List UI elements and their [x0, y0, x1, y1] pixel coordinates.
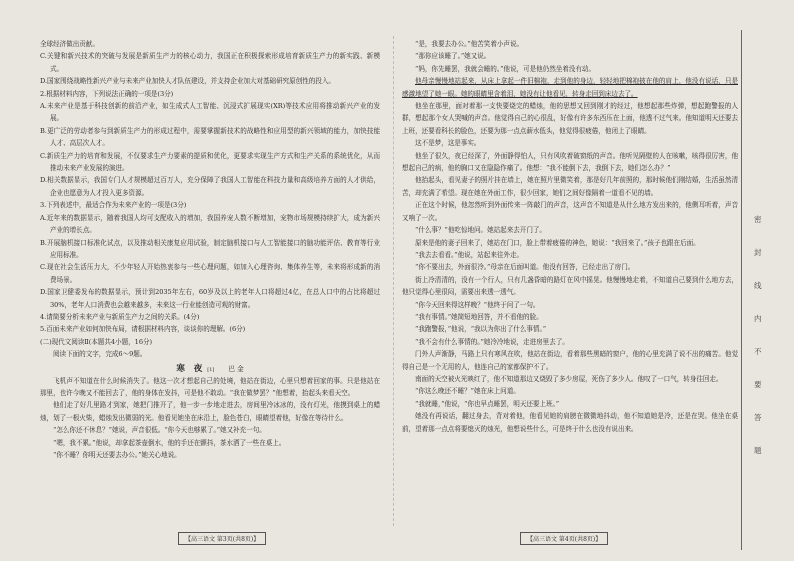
article-paragraph: 他抬起头，看见妻子的照片挂在墙上，她在照片里微笑着，那是好几年前照的，那时候他们刚结婚，生活虽然清苦，却充满了希望。现在她在外面工作，很少回家，她们之间好像隔着一道看不见的墙。 [402, 176, 738, 197]
binding-char: 线 [754, 281, 762, 290]
binding-char: 要 [754, 380, 762, 389]
article-paragraph: “你这么晚还不睡？”她在床上问道。 [415, 387, 520, 396]
article-paragraph: “是，我要去办公。”他苦笑着小声说。 [415, 40, 524, 48]
binding-char: 题 [754, 446, 762, 455]
question-line: C.现在社会生活压力大，不少年轻人开始热衷参与一些心理问题，如加入心理咨询、集体养生等，未来将形成新的消费场景。 [40, 263, 380, 284]
right-footer: 【高三语文 第4页(共8页)】 [520, 532, 608, 545]
question-line: D.国家卫健委发布的数据显示，预计到2035年左右，60岁及以上的老年人口将超过4亿，在总人口中的占比将超过30%，老年人口消费也会越来越多，未来这一行业能创造可观的财富。 [40, 288, 380, 309]
question-line: D.相关数据显示，我国专门人才规模超过百万人，充分保障了我国人工智能在科技力量和高级培养方面的人才供给，企业也愿意为人才投入更多资源。 [40, 176, 380, 197]
article-paragraph: “我跑警报，”他说，“我以为你出了什么事情。” [415, 325, 547, 334]
article-paragraph: 正在这个时候，他忽然听到外面传来一阵敲门的声音，这声音不知道是从什么地方发出来的，他侧耳听着，声音又响了一次。 [402, 201, 738, 222]
article-paragraph: “我就睡，”他说，“你也早点睡罢，明天还要上班。” [415, 399, 560, 408]
question-line: 3.下列表述中，最适合作为未来产业的一项是(3分) [40, 201, 187, 210]
question-line: 4.请简要分析未来产业与新质生产力之间的关系。(4分) [40, 312, 200, 321]
question-line: C.新质生产力的培育和发展，不仅要求生产力要素的提质和优化，更要求实现生产方式和生产关系的系统优化，从而推动未来产业发展的演进。 [40, 151, 380, 173]
question-line: 阅读下面的文字，完成6～9题。 [53, 350, 147, 359]
article-paragraph: “怎么你还不休息？”她说，声音很低。“你今天也够累了。”她又补充一句。 [53, 426, 266, 435]
article-paragraph: “妈，你先睡罢，我就会睡的。”他说，可是他仍然坐着没有动。 [415, 64, 596, 73]
article-paragraph: 南面的天空被火光映红了，他不知道那边又烧毁了多少房屋，死伤了多少人。他叹了一口气，转身往回走。 [415, 374, 723, 383]
article-paragraph: 原来是他的妻子回来了，她站在门口，脸上带着疲倦的神色，她说：“我回来了。”孩子也跟在后面。 [415, 238, 700, 247]
left-footer: 【高三语文 第3页(共8页)】 [178, 532, 266, 545]
question-line: B.更广泛的劳动者参与到新质生产力的形成过程中，需要掌握新技术的战略性和应用型的新兴领域的能力，加快技能人才、高层次人才。 [40, 126, 380, 148]
question-line: A.未来产业是基于科技创新的前沿产业，如生成式人工智能、沉浸式扩展现实(XR)等技术应用将推动新兴产业的发展。 [40, 102, 380, 123]
question-line: (二)现代文阅读Ⅱ(本题共4小题，16分) [40, 337, 153, 346]
question-line: B.开展脑机接口标准化试点，以及推动相关康复应用试验，制定脑机接口与人工智能接口的脑功能评估、教育等行业应用标准。 [40, 238, 380, 259]
article-paragraph: 她没有再说话，翻过身去，背对着他，他看见她的肩膀在微微地抖动，他不知道她是冷，还是在哭。他坐在桌前，望着那一点点将要熄灭的烛光，他想说些什么，可是终于什么也没有说出来。 [402, 412, 738, 433]
question-line: A.近年来的数据显示，随着我国人均可支配收入的增加，我国养宠人数不断增加，宠物市场规模持续扩大，成为新兴产业的增长点。 [40, 213, 380, 235]
right-page [402, 38, 738, 518]
article-paragraph: “什么事？”他吃惊地问。她站起来去开门了。 [415, 226, 546, 235]
page-divider [393, 36, 394, 526]
article-paragraph: 他们走了好几里路才到家，她把门推开了，他一步一步地走进去，房间里冷冰冰的，没有灯光，他摸到桌上的蜡烛，划了一根火柴，蜡烛发出微弱的光。他看见她坐在床沿上，脸色苍白，眼睛望着他，好像在等待什么。 [40, 401, 380, 422]
article-paragraph: “你不要出去，外面很冷。”母亲在后面叫道。他没有回答，已经走出了房门。 [415, 263, 635, 272]
left-article-body [40, 375, 380, 462]
article-paragraph: “你不睡？你明天还要去办公。”她关心地说。 [53, 451, 181, 459]
right-article-body [402, 38, 738, 435]
binding-char: 封 [754, 248, 762, 257]
article-paragraph: “你今天回来得这样晚？”他终于问了一句。 [415, 300, 540, 309]
binding-line [741, 30, 742, 550]
question-line: C.关键和新兴技术的突破与发展是新质生产力的核心动力，我国正在积极探索形成培育新质生产力的新实践、新模式。 [40, 52, 380, 73]
article-paragraph: “我去去看看。”他说，站起来往外走。 [415, 250, 524, 259]
article-paragraph: 他坐在那里，面对着那一支快要烧完的蜡烛，他的思想又回到刚才的经过，他想起那些炸弹，想起跑警报的人群，想起那个女人哭喊的声音。他觉得自己的心很乱，好像有许多东西压在上面，他透不过气来。他知道明天还要去上班，还要看科长的脸色，还要为那一点点薪水低头，他觉得很疲倦，他闭上了眼睛。 [402, 102, 738, 135]
question-line: 5.百面未来产业如何加快布局，请根据材料内容，谈谈你的理解。(6分) [40, 325, 246, 334]
article-title: 寒 夜 [176, 363, 206, 374]
binding-char: 答 [754, 413, 762, 422]
question-line: D.国家围绕战略性新兴产业与未来产业加快人才队伍建设，并支持企业加大对基础研究原创性的投入。 [40, 77, 335, 86]
article-heading [40, 362, 380, 374]
left-question-list [40, 38, 380, 361]
article-paragraph: 门外人声渐静，马路上只有寒风在吹，他站在街边，看着那些黑暗的窗户，他的心里充满了说不出的痛苦。他觉得自己是一个无用的人，他连自己的家都保护不了。 [402, 350, 738, 371]
article-paragraph: “我不会有什么事情的。”她冷冷地说，走进房里去了。 [415, 337, 569, 346]
article-paragraph: 这不是梦，这是事实。 [415, 139, 481, 148]
article-paragraph: “我有事情。”她简短地回答，并不看他的脸。 [415, 312, 543, 321]
article-paragraph: “那你应该睡了。”她又说。 [415, 52, 491, 61]
article-author: 巴 金 [228, 364, 244, 373]
question-line: 全球经济做出贡献。 [40, 40, 99, 48]
article-note: [1] [207, 366, 215, 373]
binding-char: 内 [754, 314, 762, 323]
binding-char: 密 [754, 215, 762, 224]
article-paragraph: 他母亲慢慢地站起来，从床上拿起一件旧棉袍，走到他的身边，轻轻地把棉袍披在他的肩上，他没有说话，只是感激地望了她一眼。她的眼睛里含着泪，她没有让他看见，转身走回到床边去了。 [402, 77, 738, 98]
left-page [40, 38, 380, 518]
binding-char: 不 [754, 347, 762, 356]
question-line: 2.根据材料内容，下列说法正确的一项是(3分) [40, 89, 174, 98]
article-paragraph: 街上冷清清的，没有一个行人，只有几盏昏暗的路灯在风中摇晃。他慢慢地走着，不知道自己要到什么地方去，他只觉得心里很闷，需要出来透一透气。 [402, 275, 738, 297]
binding-notice [754, 214, 762, 456]
article-paragraph: “嗯，我不累。”他说，却拿起茶壶倒水，他的手还在颤抖，茶水洒了一些在桌上。 [53, 438, 286, 447]
article-paragraph: 他坐了很久，夜已经深了，外面静得怕人，只有风吹着破窗纸的声音。他听见隔壁的人在咳嗽，咳得很厉害，他想起自己的病，他的胸口又在隐隐作痛了。他想：“我不能倒下去，我倒下去，她们怎么办？” [402, 151, 738, 173]
article-paragraph: 飞机声不知道在什么时候消失了。他这一次才想起自己的处境，他站在街边，心里只想着回家的事。只是他站在那里，也许今晚又不能回去了，他的身体在发抖，可是他不敢动。“我在做梦罢？”他想着，抬起头来看天空。 [40, 376, 380, 397]
